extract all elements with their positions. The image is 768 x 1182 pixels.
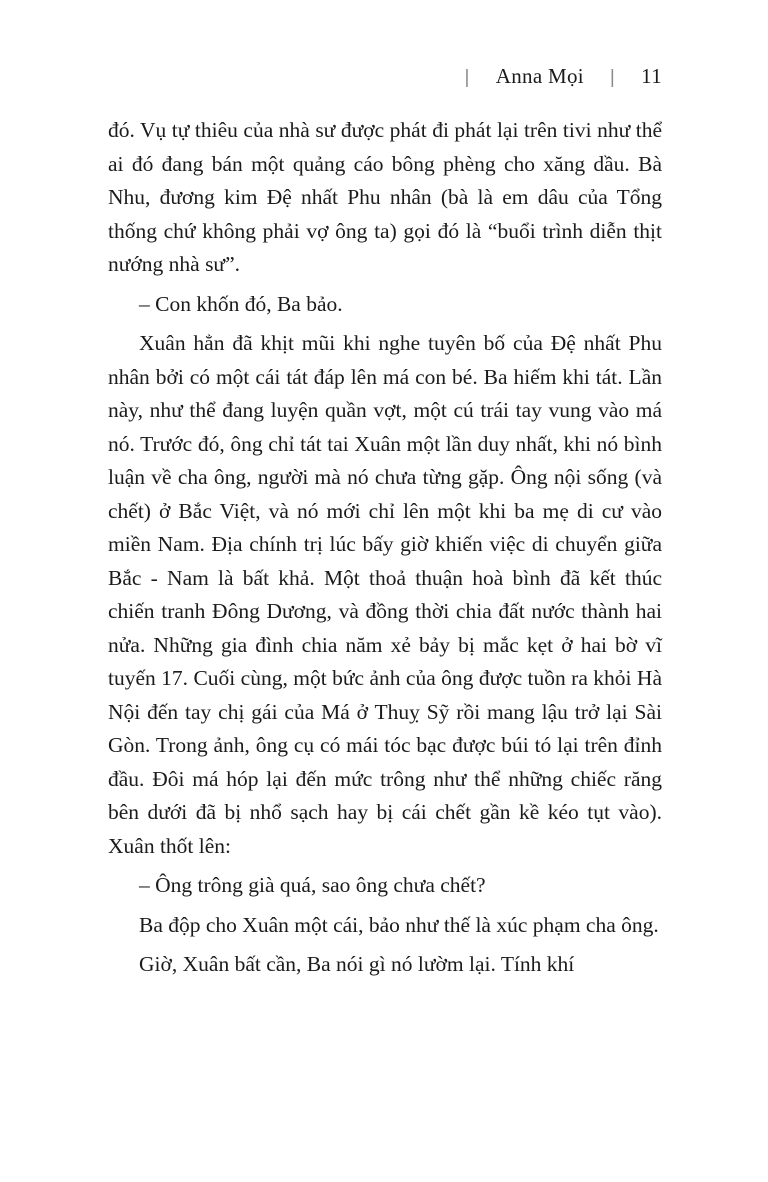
paragraph-narrative-2: Ba độp cho Xuân một cái, bảo như thế là xúc phạm cha ông. xyxy=(139,912,659,937)
header-separator-right: | xyxy=(609,67,616,88)
paragraph-narrative-3: Giờ, Xuân bất cần, Ba nói gì nó lườm lại. Tính khí xyxy=(139,952,575,976)
paragraph-continuation: đó. Vụ tự thiêu của nhà sư được phát đi phát lại trên tivi như thể ai đó đang bán một quảng cáo bông phèng cho xăng dầu. Bà Nhu, đương kim Đệ nhất Phu nhân (bà là em dâu của Tổng thống chứ không phải vợ ông ta) gọi đó là “buổi trình diễn thịt nướng nhà sư”. xyxy=(108,118,662,276)
paragraph-dialogue-1: – Con khốn đó, Ba bảo. xyxy=(139,291,343,316)
running-title: Anna Mọi xyxy=(495,64,584,88)
body-text xyxy=(108,114,662,988)
paragraph-dialogue-2: – Ông trông già quá, sao ông chưa chết? xyxy=(139,873,486,897)
page-number: 11 xyxy=(641,64,662,88)
paragraph-narrative: Xuân hẳn đã khịt mũi khi nghe tuyên bố của Đệ nhất Phu nhân bởi có một cái tát đáp lên má con bé. Ba hiếm khi tát. Lần này, như thể đang luyện quần vợt, một cú trái tay vung vào má nó. Trước đó, ông chỉ tát tai Xuân một lần duy nhất, khi nó bình luận về cha ông, người mà nó chưa từng gặp. Ông nội sống (và chết) ở Bắc Việt, và nó mới chỉ lên một khi ba mẹ di cư vào miền Nam. Địa chính trị lúc bấy giờ khiến việc di chuyển giữa Bắc - Nam là bất khả. Một thoả thuận hoà bình đã kết thúc chiến tranh Đông Dương, và đồng thời chia đất nước thành hai nửa. Những gia đình chia năm xẻ bảy bị mắc kẹt ở hai bờ vĩ tuyến 17. Cuối cùng, một bức ảnh của ông được tuồn ra khỏi Hà Nội đến tay chị gái của Má ở Thuỵ Sỹ rồi mang lậu trở lại Sài Gòn. Trong ảnh, ông cụ có mái tóc bạc được búi tó lại trên đỉnh đầu. Đôi má hóp lại đến mức trông như thể những chiếc răng bên dưới đã bị nhổ sạch hay bị cái chết gần kề kéo tụt vào). Xuân thốt lên: xyxy=(108,331,662,858)
header-separator-left: | xyxy=(464,67,470,88)
running-header xyxy=(465,64,662,89)
